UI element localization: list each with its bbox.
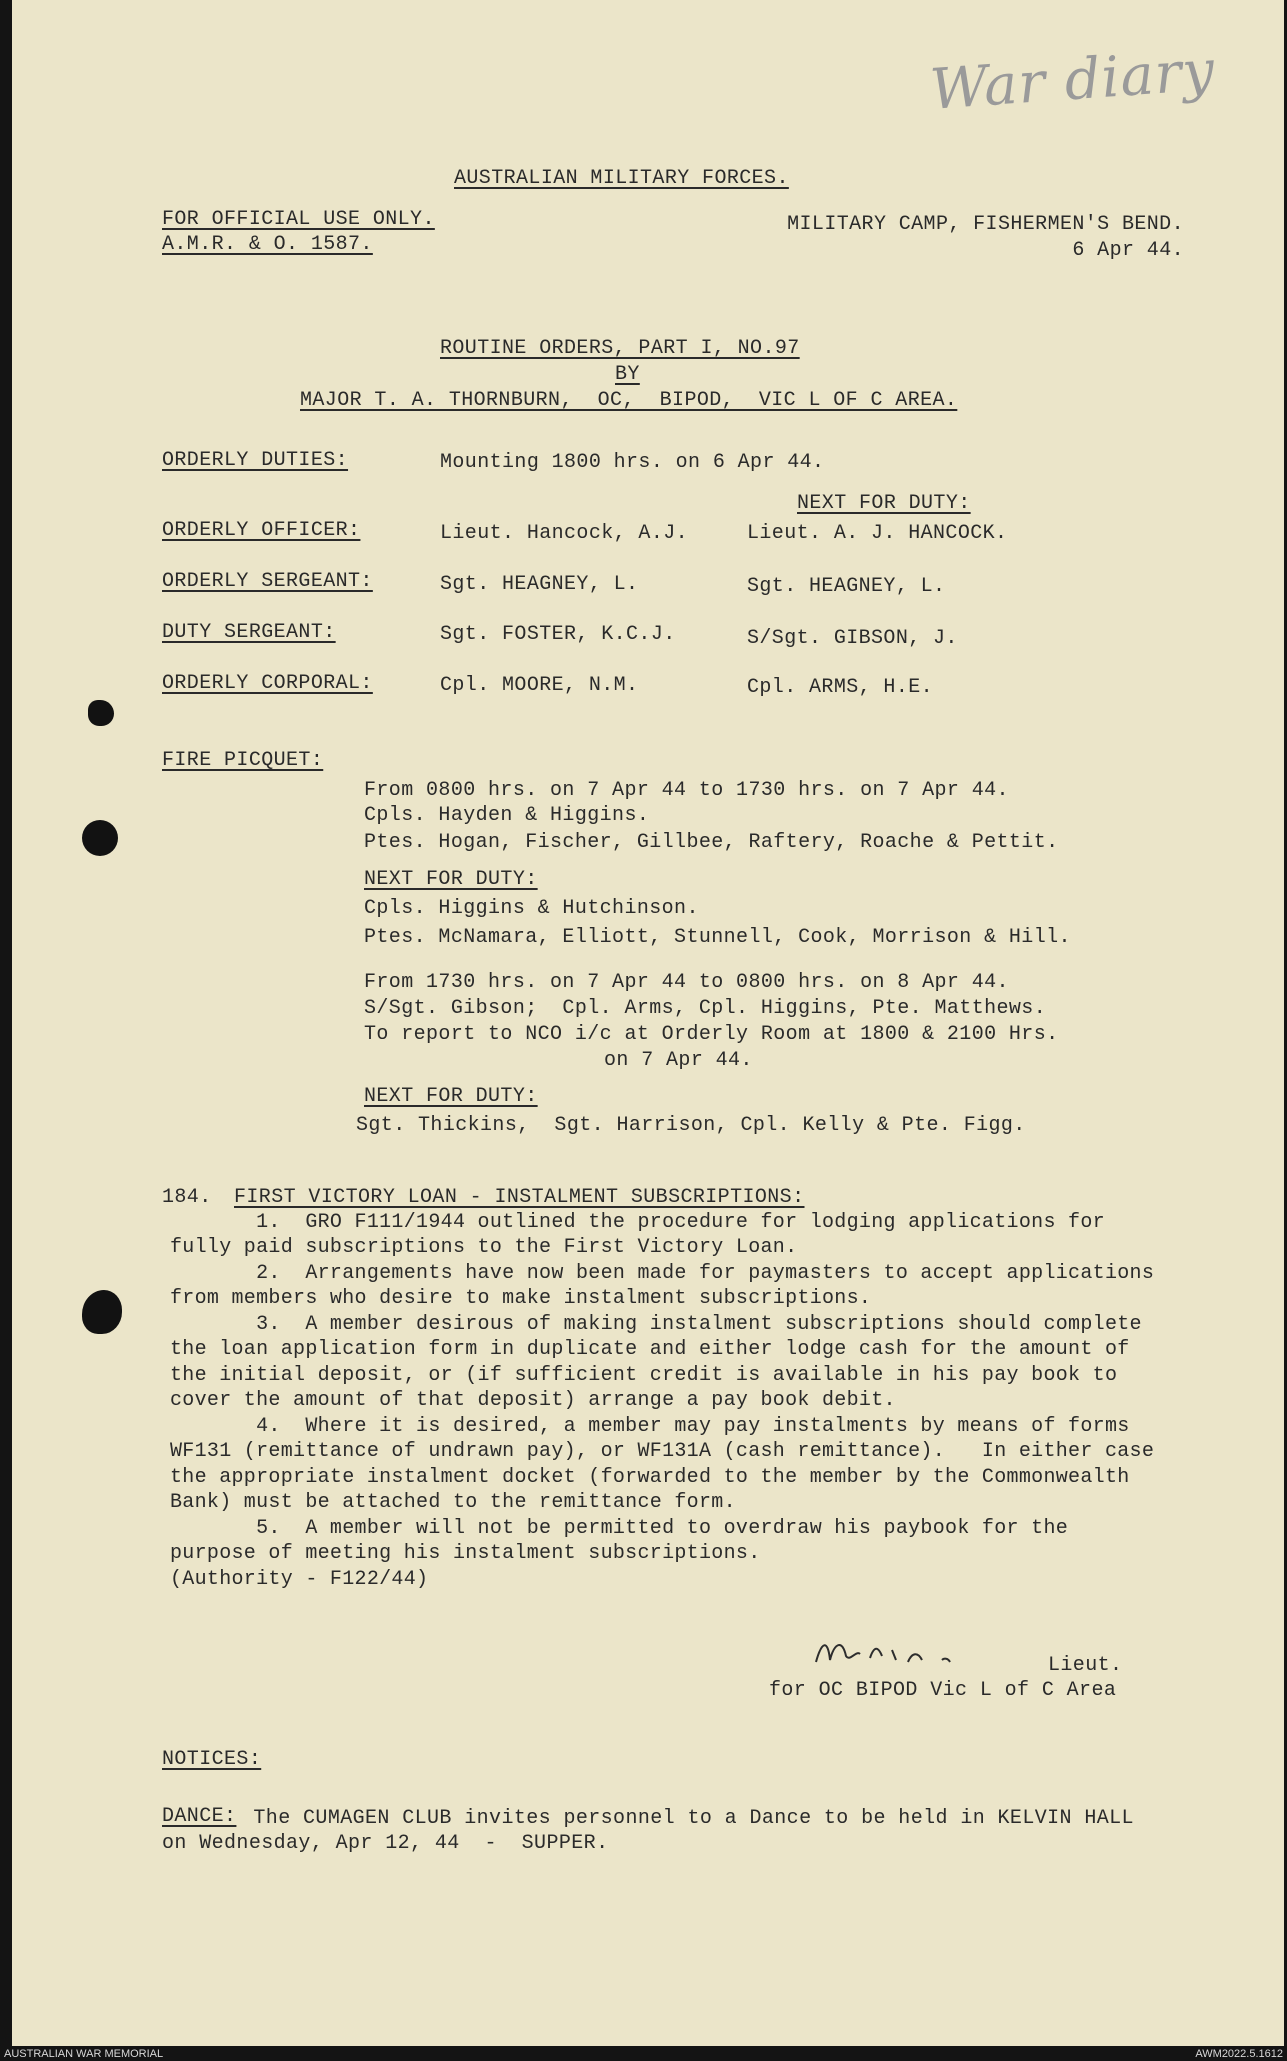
item-body-line: 3. A member desirous of making instalment subscriptions should complete — [170, 1313, 1142, 1336]
official-use-label: FOR OFFICIAL USE ONLY. — [162, 208, 435, 231]
item-body-line: the initial deposit, or (if sufficient credit is available in his pay book to — [170, 1364, 1118, 1387]
duty-row-next: S/Sgt. GIBSON, J. — [747, 627, 958, 650]
picquet-line: Ptes. Hogan, Fischer, Gillbee, Raftery, Roache & Pettit. — [364, 831, 1059, 854]
reference-number: A.M.R. & O. 1587. — [162, 233, 373, 256]
dance-line: The CUMAGEN CLUB invites personnel to a Dance to be held in KELVIN HALL — [241, 1807, 1134, 1830]
item-body-line: from members who desire to make instalment subscriptions. — [170, 1287, 872, 1310]
item-body-line: 1. GRO F111/1944 outlined the procedure for lodging applications for — [170, 1211, 1105, 1234]
picquet-next-label: NEXT FOR DUTY: — [364, 868, 538, 891]
dance-line: on Wednesday, Apr 12, 44 - SUPPER. — [162, 1832, 609, 1855]
picquet-line: From 1730 hrs. on 7 Apr 44 to 0800 hrs. on 8 Apr 44. — [364, 971, 1009, 994]
punch-hole-top — [88, 700, 114, 726]
item-body-line: cover the amount of that deposit) arrange a pay book debit. — [170, 1389, 896, 1412]
notices-label: NOTICES: — [162, 1748, 262, 1771]
duty-row-current: Sgt. FOSTER, K.C.J. — [440, 623, 676, 646]
duty-row-label: ORDERLY SERGEANT: — [162, 570, 373, 593]
picquet-line: Sgt. Thickins, Sgt. Harrison, Cpl. Kelly & Pte. Figg. — [356, 1114, 1026, 1137]
item-heading: FIRST VICTORY LOAN - INSTALMENT SUBSCRIPTIONS: — [234, 1186, 805, 1209]
picquet-line: Cpls. Higgins & Hutchinson. — [364, 897, 699, 920]
duty-row-label: ORDERLY OFFICER: — [162, 519, 361, 542]
footer-left: AUSTRALIAN WAR MEMORIAL — [4, 2048, 164, 2060]
picquet-next-label: NEXT FOR DUTY: — [364, 1085, 538, 1108]
document-page — [12, 0, 1284, 2046]
item-body-line: purpose of meeting his instalment subscriptions. — [170, 1542, 761, 1565]
handwritten-signature — [812, 1632, 962, 1680]
next-for-duty-heading: NEXT FOR DUTY: — [797, 492, 971, 515]
item-number: 184. — [162, 1186, 212, 1209]
item-body-line: (Authority - F122/44) — [170, 1568, 429, 1591]
duty-row-current: Cpl. MOORE, N.M. — [440, 674, 639, 697]
handwritten-war-diary-note: War diary — [928, 38, 1218, 123]
dance-label: DANCE: — [162, 1805, 237, 1828]
orders-authority: MAJOR T. A. THORNBURN, OC, BIPOD, VIC L OF C AREA. — [300, 389, 958, 412]
orders-by: BY — [615, 363, 640, 386]
picquet-line: To report to NCO i/c at Orderly Room at 1800 & 2100 Hrs. — [364, 1023, 1059, 1046]
signature-for-line: for OC BIPOD Vic L of C Area — [769, 1679, 1117, 1702]
orderly-duties-value: Mounting 1800 hrs. on 6 Apr 44. — [440, 451, 825, 474]
orderly-duties-label: ORDERLY DUTIES: — [162, 449, 349, 472]
picquet-line: Cpls. Hayden & Higgins. — [364, 804, 650, 827]
duty-row-label: ORDERLY CORPORAL: — [162, 672, 373, 695]
duty-row-current: Lieut. Hancock, A.J. — [440, 522, 689, 545]
duty-row-label: DUTY SERGEANT: — [162, 621, 336, 644]
fire-picquet-label: FIRE PICQUET: — [162, 749, 324, 772]
org-heading: AUSTRALIAN MILITARY FORCES. — [454, 167, 789, 190]
item-body-line: fully paid subscriptions to the First Victory Loan. — [170, 1236, 798, 1259]
location: MILITARY CAMP, FISHERMEN'S BEND. — [787, 213, 1184, 236]
item-body-line: 5. A member will not be permitted to overdraw his paybook for the — [170, 1517, 1069, 1540]
footer-right: AWM2022.5.1612 — [1195, 2048, 1283, 2060]
signature-scrawl-icon — [812, 1632, 962, 1672]
duty-row-next: Sgt. HEAGNEY, L. — [747, 575, 946, 598]
picquet-line: S/Sgt. Gibson; Cpl. Arms, Cpl. Higgins, Pte. Matthews. — [364, 997, 1047, 1020]
duty-row-next: Lieut. A. J. HANCOCK. — [747, 522, 1008, 545]
signature-rank: Lieut. — [1048, 1654, 1123, 1677]
picquet-line: Ptes. McNamara, Elliott, Stunnell, Cook, Morrison & Hill. — [364, 926, 1071, 949]
picquet-line: on 7 Apr 44. — [604, 1049, 753, 1072]
orders-title: ROUTINE ORDERS, PART I, NO.97 — [440, 337, 800, 360]
item-body-line: 4. Where it is desired, a member may pay instalments by means of forms — [170, 1415, 1130, 1438]
item-body-line: 2. Arrangements have now been made for paymasters to accept applications — [170, 1262, 1155, 1285]
duty-row-next: Cpl. ARMS, H.E. — [747, 676, 934, 699]
punch-hole-middle — [82, 820, 118, 856]
item-body-line: WF131 (remittance of undrawn pay), or WF131A (cash remittance). In either case — [170, 1440, 1155, 1463]
item-body-line: Bank) must be attached to the remittance form. — [170, 1491, 736, 1514]
punch-hole-bottom — [82, 1290, 122, 1334]
picquet-line: From 0800 hrs. on 7 Apr 44 to 1730 hrs. on 7 Apr 44. — [364, 779, 1009, 802]
item-body-line: the appropriate instalment docket (forwarded to the member by the Commonwealth — [170, 1466, 1130, 1489]
issue-date: 6 Apr 44. — [1072, 239, 1184, 262]
duty-row-current: Sgt. HEAGNEY, L. — [440, 573, 639, 596]
item-body-line: the loan application form in duplicate and either lodge cash for the amount of — [170, 1338, 1130, 1361]
